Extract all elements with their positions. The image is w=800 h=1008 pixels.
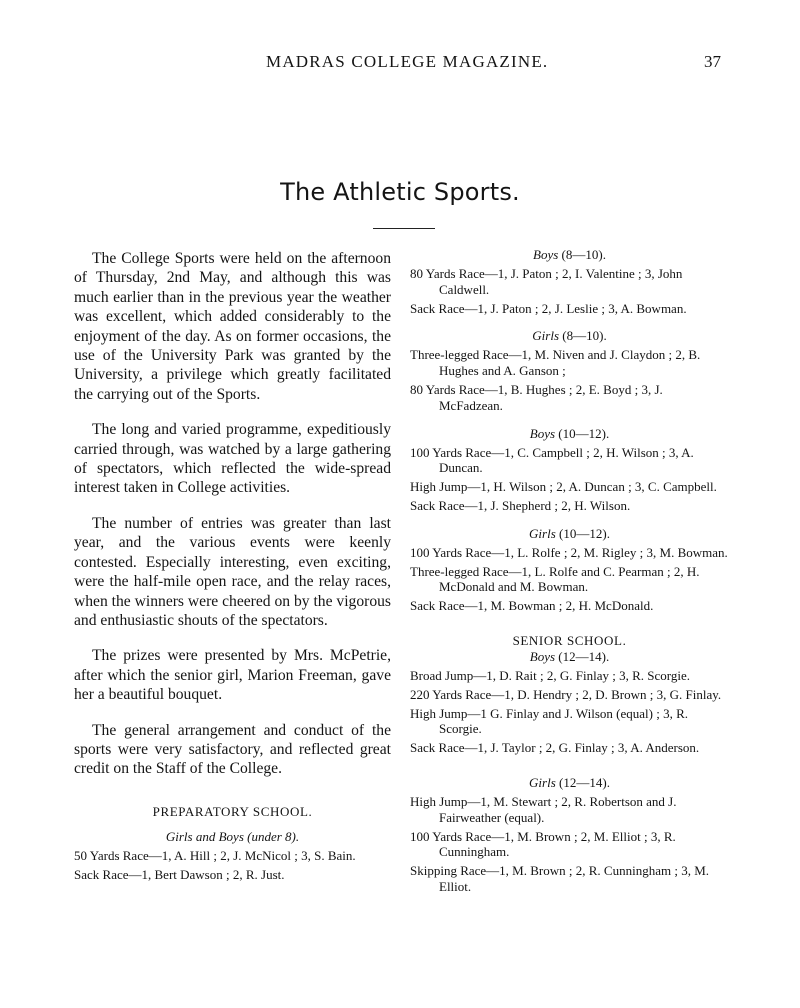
result-entry: 220 Yards Race—1, D. Hendry ; 2, D. Brown ; 3, G. Finlay. bbox=[410, 686, 722, 702]
group-heading bbox=[410, 247, 729, 263]
right-column bbox=[410, 247, 729, 898]
result-entry: Sack Race—1, J. Shepherd ; 2, H. Wilson. bbox=[410, 497, 631, 513]
journal-title: MADRAS COLLEGE MAGAZINE. bbox=[266, 52, 549, 71]
group-heading bbox=[410, 328, 729, 344]
result-entry: Skipping Race—1, M. Brown ; 2, R. Cunningham ; 3, M. Elliot. bbox=[410, 863, 709, 894]
spacer bbox=[410, 417, 729, 426]
result-entry: Three-legged Race—1, L. Rolfe and C. Pearman ; 2, H. McDonald and M. Bowman. bbox=[410, 563, 700, 595]
group-heading bbox=[74, 829, 391, 845]
article-title: The Athletic Sports. bbox=[280, 178, 520, 206]
result-entry: High Jump—1, H. Wilson ; 2, A. Duncan ; 3, C. Campbell. bbox=[410, 479, 717, 495]
group-label: Girls bbox=[529, 774, 556, 790]
group-age: (under 8). bbox=[247, 828, 300, 844]
spacer bbox=[410, 617, 729, 633]
result-entry: High Jump—1, M. Stewart ; 2, R. Robertson and J. Fairweather (equal). bbox=[410, 793, 677, 825]
result-entry: Broad Jump—1, D. Rait ; 2, G. Finlay ; 3, R. Scorgie. bbox=[410, 667, 690, 683]
group-label: Girls bbox=[529, 525, 556, 541]
result-entry: 100 Yards Race—1, C. Campbell ; 2, H. Wilson ; 3, A. Duncan. bbox=[410, 444, 694, 476]
page-number: 37 bbox=[704, 52, 721, 71]
group-age: (12—14). bbox=[558, 648, 610, 664]
group-heading bbox=[410, 526, 729, 542]
group-age: (8—10). bbox=[561, 247, 606, 262]
spacer bbox=[410, 759, 729, 775]
result-entry: 80 Yards Race—1, B. Hughes ; 2, E. Boyd ; 3, J. McFadzean. bbox=[410, 381, 663, 413]
group-age: (12—14). bbox=[559, 774, 610, 790]
paragraph: The prizes were presented by Mrs. McPetrie, after which the senior girl, Marion Freeman, gave her a beautiful bouquet. bbox=[74, 647, 391, 704]
section-heading-senior: SENIOR SCHOOL. bbox=[512, 632, 627, 648]
result-entry: Sack Race—1, J. Taylor ; 2, G. Finlay ; 3, A. Anderson. bbox=[410, 740, 700, 756]
group-heading bbox=[410, 775, 729, 791]
running-head bbox=[0, 52, 800, 76]
group-label: Boys bbox=[533, 247, 559, 262]
section-heading-preparatory: PREPARATORY SCHOOL. bbox=[152, 803, 313, 819]
left-column bbox=[74, 249, 391, 885]
result-entry: 100 Yards Race—1, M. Brown ; 2, M. Elliot ; 3, R. Cunningham. bbox=[410, 828, 676, 860]
group-label: Girls bbox=[532, 328, 560, 344]
group-label: Girls and Boys bbox=[165, 828, 244, 844]
title-rule bbox=[373, 228, 435, 229]
group-heading bbox=[410, 426, 729, 442]
spacer bbox=[410, 319, 729, 328]
result-entry: Three-legged Race—1, M. Niven and J. Claydon ; 2, B. Hughes and A. Ganson ; bbox=[410, 347, 701, 379]
spacer bbox=[74, 795, 391, 804]
paragraph: The number of entries was greater than last year, and the various events were keenly contested. Especially interesting, even exciting, were the half-mile open race, and the relay races, when the winners were cheered on by the vigorous and enthusiastic shouts of the spectators. bbox=[74, 514, 391, 629]
result-entry: Sack Race—1, M. Bowman ; 2, H. McDonald. bbox=[410, 598, 654, 614]
group-label: Boys bbox=[529, 425, 556, 441]
paragraph: The general arrangement and conduct of the sports were very satisfactory, and reflected great credit on the Staff of the College. bbox=[74, 721, 391, 778]
group-label: Boys bbox=[529, 648, 556, 664]
result-entry: Sack Race—1, Bert Dawson ; 2, R. Just. bbox=[74, 866, 285, 882]
result-entry: Sack Race—1, J. Paton ; 2, J. Leslie ; 3, A. Bowman. bbox=[410, 300, 687, 316]
result-entry: 100 Yards Race—1, L. Rolfe ; 2, M. Rigley ; 3, M. Bowman. bbox=[410, 544, 728, 560]
group-age: (10—12). bbox=[559, 525, 610, 541]
paragraph: The College Sports were held on the afternoon of Thursday, 2nd May, and although this was much earlier than in the previous year the weather was excellent, which added considerably to the enjoyment of the day. As on former occasions, the use of the University Park was granted by the University, a privilege which greatly facilitated the carrying out of the Sports. bbox=[74, 250, 391, 403]
paragraph: The long and varied programme, expeditiously carried through, was watched by a large gathering of spectators, which reflected the wide-spread interest taken in College activities. bbox=[74, 421, 391, 497]
result-entry: 50 Yards Race—1, A. Hill ; 2, J. McNicol ; 3, S. Bain. bbox=[74, 847, 356, 863]
spacer bbox=[74, 820, 391, 829]
group-age: (10—12). bbox=[558, 425, 610, 441]
group-age: (8—10). bbox=[562, 328, 607, 344]
result-entry: 80 Yards Race—1, J. Paton ; 2, I. Valentine ; 3, John Caldwell. bbox=[410, 266, 683, 297]
spacer bbox=[410, 517, 729, 526]
group-heading bbox=[410, 649, 729, 665]
result-entry: High Jump—1 G. Finlay and J. Wilson (equal) ; 3, R. Scorgie. bbox=[410, 705, 689, 737]
